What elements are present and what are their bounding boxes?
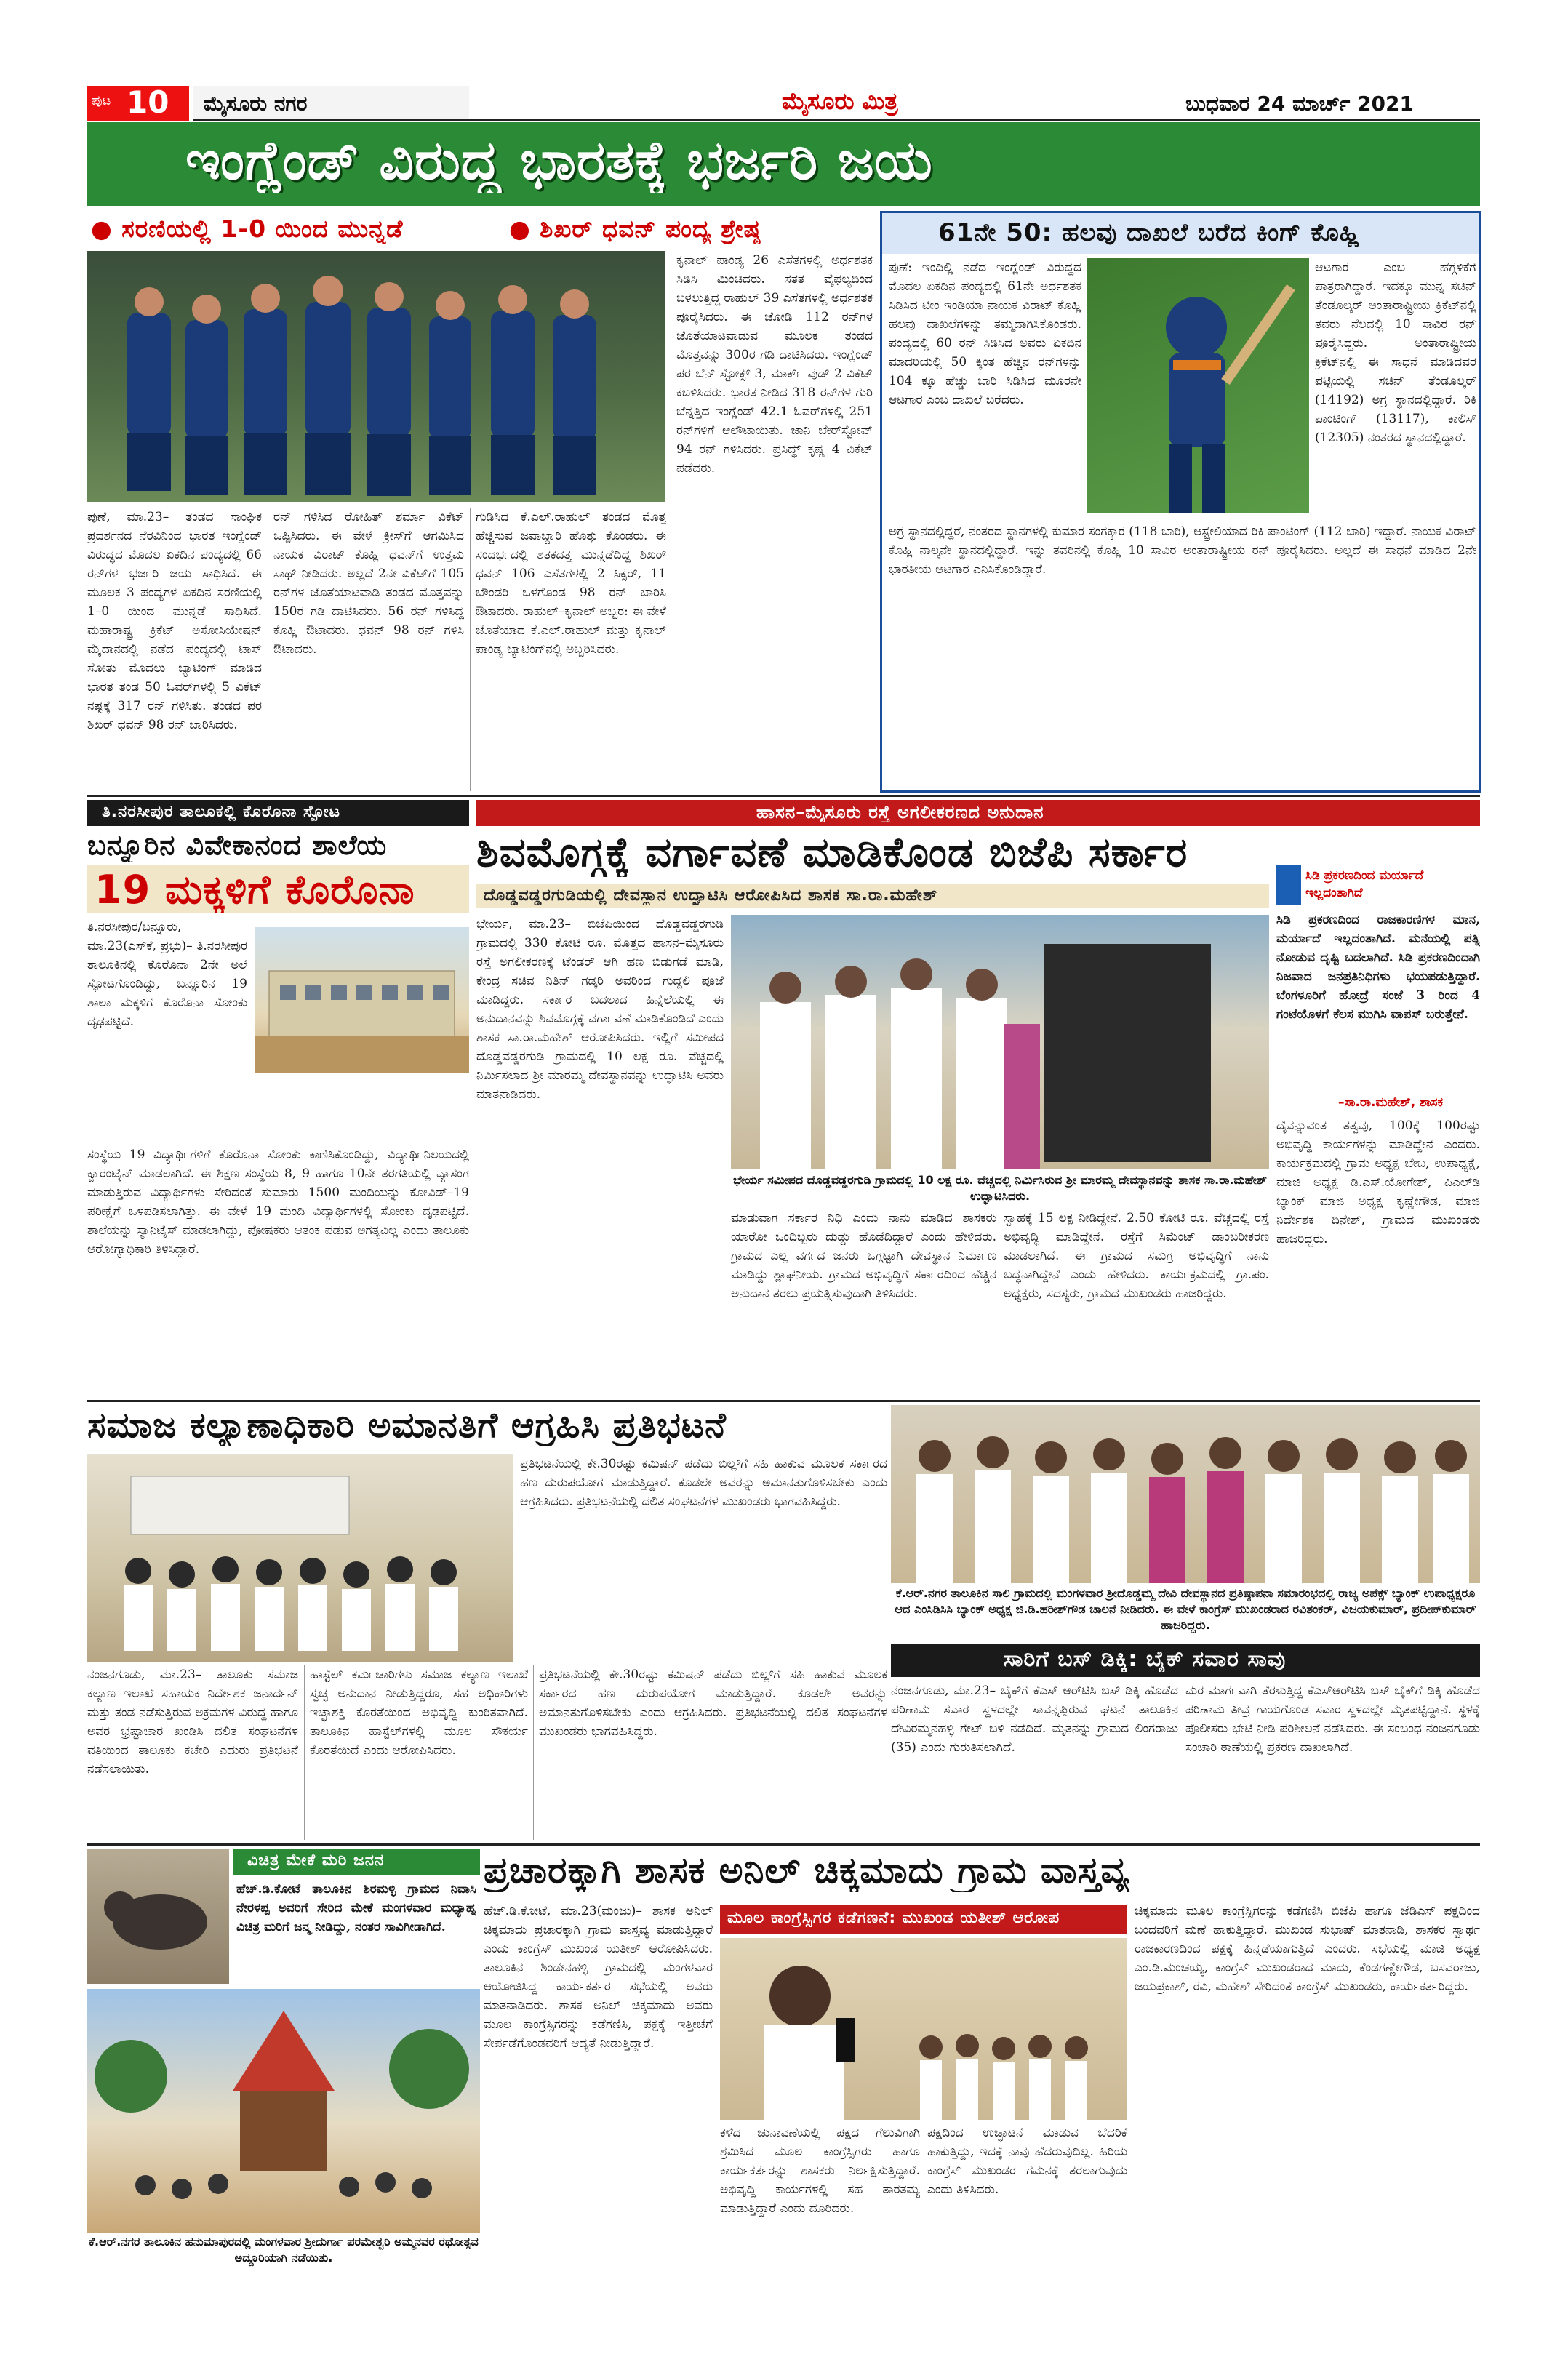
lead-col-1: ಪುಣೆ, ಮಾ.23– ತಂಡದ ಸಾಂಘಿಕ ಪ್ರದರ್ಶನದ ನೆರವಿನಿಂದ ಭಾರತ ಇಂಗ್ಲೆಂಡ್ ವಿರುದ್ಧದ ಮೊದಲ ಏಕದಿನ ಪಂದ್ಯದಲ್ಲಿ 66 ರನ್‌ಗಳ ಭರ್ಜರಿ ಜಯ ಸಾಧಿಸಿದೆ. ಈ ಮೂಲಕ 3 ಪಂದ್ಯಗಳ ಏಕದಿನ ಸರಣಿಯಲ್ಲಿ 1–0 ಯಿಂದ ಮುನ್ನಡೆ ಸಾಧಿಸಿದೆ. ಮಹಾರಾಷ್ಟ್ರ ಕ್ರಿಕೆಟ್ ಅಸೋಸಿಯೇಷನ್ ಮೈದಾನದಲ್ಲಿ ನಡೆದ ಪಂದ್ಯದಲ್ಲಿ ಟಾಸ್ ಸೋತು ಮೊದಲು ಬ್ಯಾಟಿಂಗ್ ಮಾಡಿದ ಭಾರತ ತಂಡ 50 ಓವರ್‌ಗಳಲ್ಲಿ 5 ವಿಕೆಟ್ ನಷ್ಟಕ್ಕೆ 317 ರನ್ ಗಳಿಸಿತು. ತಂಡದ ಪರ ಶಿಖರ್ ಧವನ್ 98 ರನ್ ಬಾರಿಸಿದರು.: [87, 510, 262, 732]
page-label: ಪುಟ: [92, 93, 111, 108]
dignitaries-illustration: [891, 1405, 1480, 1583]
village-col-3: ಪಕ್ಷದಿಂದ ಉಚ್ಛಾಟನೆ ಮಾಡುವ ಬೆದರಿಕೆ ಹಾಕುತ್ತಿದ್ದು, ಇದಕ್ಕೆ ನಾವು ಹೆದರುವುದಿಲ್ಲ. ಹಿರಿಯ ಕಾಂಗ್ರೆಸ್ ಮುಖಂಡರ ಗಮನಕ್ಕೆ ತರಲಾಗುವುದು ಎಂದು ತಿಳಿಸಿದರು.: [927, 2126, 1127, 2197]
protest-photo: [87, 1454, 513, 1662]
hassan-sidebar-byline: –ಸಾ.ರಾ.ಮಹೇಶ್, ಶಾಸಕ: [1338, 1095, 1444, 1110]
lead-sub-2: ● ಶಿಖರ್ ಧವನ್ ಪಂದ್ಯ ಶ್ರೇಷ್ಠ: [509, 215, 761, 243]
paper-name: ಮೈಸೂರು ಮಿತ್ರ: [782, 87, 898, 115]
cricket-team-photo: [87, 251, 665, 502]
hassan-sub: ದೊಡ್ಡವಡ್ಡರಗುಡಿಯಲ್ಲಿ ದೇವಸ್ಥಾನ ಉದ್ಘಾಟಿಸಿ ಆರೋಪಿಸಿದ ಶಾಸಕ ಸಾ.ರಾ.ಮಹೇಶ್: [484, 886, 938, 905]
corona-line-1: ಬನ್ನೂರಿನ ವಿವೇಕಾನಂದ ಶಾಲೆಯ: [87, 829, 388, 861]
goat-photo: [87, 1849, 229, 1984]
kohli-headline: 61ನೇ 50: ಹಲವು ದಾಖಲೆ ಬರೆದ ಕಿಂಗ್ ಕೊಹ್ಲಿ: [938, 218, 1361, 247]
chariot-caption: ಕೆ.ಆರ್.ನಗರ ತಾಲೂಕಿನ ಹನುಮಾಪುರದಲ್ಲಿ ಮಂಗಳವಾರ ಶ್ರೀದುರ್ಗಾ ಪರಮೇಶ್ವರಿ ಅಮ್ಮನವರ ರಥೋತ್ಸವ ಅದ್ದೂರಿಯಾಗಿ ನಡೆಯಿತು.: [89, 2235, 479, 2265]
corona-kicker: ತಿ.ನರಸೀಪುರ ತಾಲೂಕಲ್ಲಿ ಕೊರೊನಾ ಸ್ಫೋಟ: [102, 803, 341, 821]
hassan-sidebar-kicker: ಸಿಡಿ ಪ್ರಕರಣದಿಂದ ಮರ್ಯಾದೆ ಇಲ್ಲದಂತಾಗಿದೆ: [1305, 868, 1424, 900]
cricket-players-illustration: [87, 251, 665, 502]
lead-col-3: ಗುಡಿಸಿದ ಕೆ.ಎಲ್.ರಾಹುಲ್ ತಂಡದ ಮೊತ್ತ ಹೆಚ್ಚಿಸುವ ಜವಾಬ್ದಾರಿ ಹೊತ್ತು ಕೊಂಡರು. ಈ ಸಂದರ್ಭದಲ್ಲಿ ಶತಕದತ್ತ ಮುನ್ನಡೆದಿದ್ದ ಶಿಖರ್ ಧವನ್ 106 ಎಸೆತಗಳಲ್ಲಿ 2 ಸಿಕ್ಸರ್, 11 ಬೌಂಡರಿ ಒಳಗೊಂಡ 98 ರನ್ ಬಾರಿಸಿ ಔಟಾದರು. ರಾಹುಲ್–ಕೃನಾಲ್ ಅಬ್ಬರ: ಈ ವೇಳೆ ಜೊತೆಯಾದ ಕೆ.ಎಲ್.ರಾಹುಲ್ ಮತ್ತು ಕೃನಾಲ್ ಪಾಂಡ್ಯ ಬ್ಯಾಟಿಂಗ್‌ನಲ್ಲಿ ಅಬ್ಬರಿಸಿದರು.: [476, 510, 666, 657]
school-illustration: [255, 927, 469, 1073]
kohli-batting-photo: [1087, 258, 1309, 513]
chariot-illustration: [87, 1989, 480, 2233]
protest-col-4: ಪ್ರತಿಭಟನೆಯಲ್ಲಿ ಕೇ.30ರಷ್ಟು ಕಮಿಷನ್ ಪಡೆದು ಬಿಲ್ಲ್‌ಗೆ ಸಹಿ ಹಾಕುವ ಮೂಲಕ ಸರ್ಕಾರದ ಹಣ ದುರುಪಯೋಗ ಮಾಡುತ್ತಿದ್ದಾರೆ. ಕೂಡಲೇ ಅವರನ್ನು ಅಮಾನತುಗೊಳಿಸಬೇಕು ಎಂದು ಆಗ್ರಹಿಸಿದರು. ಪ್ರತಿಭಟನೆಯಲ್ಲಿ ದಲಿತ ಸಂಘಟನೆಗಳ ಮುಖಂಡರು ಭಾಗವಹಿಸಿದ್ದರು.: [539, 1668, 887, 1739]
corona-lede: ತಿ.ನರಸೀಪುರ/ಬನ್ನೂರು, ಮಾ.23(ಎಸ್‌ಕೆ, ಪ್ರಭು)– ತಿ.ನರಸೀಪುರ ತಾಲೂಕಿನಲ್ಲಿ ಕೊರೊನಾ 2ನೇ ಅಲೆ ಸ್ಫೋಟಗೊಂಡಿದ್ದು, ಬನ್ನೂರಿನ 19 ಶಾಲಾ ಮಕ್ಕಳಿಗೆ ಕೊರೊನಾ ಸೋಂಕು ದೃಢಪಟ್ಟಿದೆ.: [87, 920, 247, 1029]
hassan-col-1: ಭೇರ್ಯ, ಮಾ.23– ಬಿಜೆಪಿಯಿಂದ ದೊಡ್ಡವಡ್ಡರಗುಡಿ ಗ್ರಾಮದಲ್ಲಿ 330 ಕೋಟಿ ರೂ. ಮೊತ್ತದ ಹಾಸನ–ಮೈಸೂರು ರಸ್ತೆ ಅಗಲೀಕರಣಕ್ಕೆ ಟೆಂಡರ್ ಆಗಿ ಹಣ ಬಿಡುಗಡೆ ಮಾಡಿ, ಕೇಂದ್ರ ಸಚಿವ ನಿತಿನ್ ಗಡ್ಕರಿ ಅವರಿಂದ ಗುದ್ದಲಿ ಪೂಜೆ ಮಾಡಿದ್ದರು. ಸರ್ಕಾರ ಬದಲಾದ ಹಿನ್ನೆಲೆಯಲ್ಲಿ ಈ ಅನುದಾನವನ್ನು ಶಿವಮೊಗ್ಗಕ್ಕೆ ವರ್ಗಾವಣೆ ಮಾಡಿಕೊಂಡಿದೆ ಎಂದು ಶಾಸಕ ಸಾ.ರಾ.ಮಹೇಶ್ ಆರೋಪಿಸಿದರು. ಇಲ್ಲಿಗೆ ಸಮೀಪದ ದೊಡ್ಡವಡ್ಡರಗುಡಿ ಗ್ರಾಮದಲ್ಲಿ 10 ಲಕ್ಷ ರೂ. ವೆಚ್ಚದಲ್ಲಿ ನಿರ್ಮಿಸಲಾದ ಶ್ರೀ ಮಾರಮ್ಮ ದೇವಸ್ಥಾನವನ್ನು ಉದ್ಘಾಟಿಸಿ ಅವರು ಮಾತನಾಡಿದರು.: [476, 917, 724, 1102]
lead-headline: ಇಂಗ್ಲೆಂಡ್ ವಿರುದ್ಧ ಭಾರತಕ್ಕೆ ಭರ್ಜರಿ ಜಯ: [185, 129, 933, 192]
village-col-4: ಚಿಕ್ಕಮಾದು ಮೂಲ ಕಾಂಗ್ರೆಸ್ಸಿಗರನ್ನು ಕಡೆಗಣಿಸಿ ಬಿಜೆಪಿ ಹಾಗೂ ಜೆಡಿಎಸ್ ಪಕ್ಷದಿಂದ ಬಂದವರಿಗೆ ಮಣೆ ಹಾಕುತ್ತಿದ್ದಾರೆ. ಮುಖಂಡ ಸುಭಾಷ್ ಮಾತನಾಡಿ, ಶಾಸಕರ ಸ್ವಾರ್ಥ ರಾಜಕಾರಣದಿಂದ ಪಕ್ಷಕ್ಕೆ ಹಿನ್ನಡೆಯಾಗುತ್ತಿದೆ ಎಂದರು. ಸಭೆಯಲ್ಲಿ ಮಾಜಿ ಅಧ್ಯಕ್ಷ ಎಂ.ಡಿ.ಮಂಚಯ್ಯ, ಕಾಂಗ್ರೆಸ್ ಮುಖಂಡರಾದ ಮಾದು, ಕೆಂಡಗಣ್ಣೇಗೌಡ, ಬಸವರಾಜು, ಜಯಪ್ರಕಾಶ್, ರವಿ, ಮಹೇಶ್ ಸೇರಿದಂತೆ ಕಾಂಗ್ರೆಸ್ ಮುಖಂಡರು, ಕಾರ್ಯಕರ್ತರಿದ್ದರು.: [1135, 1904, 1480, 1994]
lead-sub-1: ● ಸರಣಿಯಲ್ಲಿ 1-0 ಯಿಂದ ಮುನ್ನಡೆ: [91, 215, 404, 243]
hassan-kicker: ಹಾಸನ–ಮೈಸೂರು ರಸ್ತೆ ಅಗಲೀಕರಣದ ಅನುದಾನ: [756, 802, 1044, 822]
corona-line-2: 19 ಮಕ್ಕಳಿಗೆ ಕೊರೊನಾ: [95, 867, 415, 913]
congress-meeting-photo: [720, 1938, 1127, 2120]
section-name: ಮೈಸೂರು ನಗರ: [204, 92, 308, 116]
protest-col-2: ಹಾಸ್ಟೆಲ್ ಕರ್ಮಚಾರಿಗಳು ಸಮಾಜ ಕಲ್ಯಾಣ ಇಲಾಖೆ ಸ್ವಚ್ಛ ಅನುದಾನ ನೀಡುತ್ತಿದ್ದರೂ, ಸಹ ಅಧಿಕಾರಿಗಳು ಇಚ್ಛಾಶಕ್ತಿ ಕೊರತೆಯಿಂದ ಅಭಿವೃದ್ಧಿ ಕುಂಠಿತವಾಗಿದೆ. ತಾಲೂಕಿನ ಹಾಸ್ಟೆಲ್‌ಗಳಲ್ಲಿ ಮೂಲ ಸೌಕರ್ಯ ಕೊರತೆಯಿದೆ ಎಂದು ಆರೋಪಿಸಿದರು.: [310, 1668, 528, 1758]
lead-col-4: ಕೃನಾಲ್ ಪಾಂಡ್ಯ 26 ಎಸೆತಗಳಲ್ಲಿ ಅರ್ಧಶತಕ ಸಿಡಿಸಿ ಮಿಂಚಿದರು. ಸತತ ವೈಫಲ್ಯದಿಂದ ಬಳಲುತ್ತಿದ್ದ ರಾಹುಲ್ 39 ಎಸೆತಗಳಲ್ಲಿ ಅರ್ಧಶತಕ ಪೂರೈಸಿದರು. ಈ ಜೋಡಿ 112 ರನ್‌ಗಳ ಜೊತೆಯಾಟವಾಡುವ ಮೂಲಕ ತಂಡದ ಮೊತ್ತವನ್ನು 300ರ ಗಡಿ ದಾಟಿಸಿದರು. ಇಂಗ್ಲೆಂಡ್ ಪರ ಬೆನ್ ಸ್ಟೋಕ್ಸ್ 3, ಮಾರ್ಕ್ ವುಡ್ 2 ವಿಕೆಟ್ ಕಬಳಿಸಿದರು. ಭಾರತ ನೀಡಿದ 318 ರನ್‌ಗಳ ಗುರಿ ಬೆನ್ನತ್ತಿದ ಇಂಗ್ಲೆಂಡ್ 42.1 ಓವರ್‌ಗಳಲ್ಲಿ 251 ರನ್‌ಗಳಿಗೆ ಆಲೌಟಾಯಿತು. ಜಾನಿ ಬೇರ್‌ಸ್ಟೋವ್ 94 ರನ್ ಗಳಿಸಿದರು. ಪ್ರಸಿದ್ಧ್ ಕೃಷ್ಣ 4 ವಿಕೆಟ್ ಪಡೆದರು.: [676, 253, 873, 476]
kohli-bottom: ಅಗ್ರ ಸ್ಥಾನದಲ್ಲಿದ್ದರೆ, ನಂತರದ ಸ್ಥಾನಗಳಲ್ಲಿ ಕುಮಾರ ಸಂಗಕ್ಕಾರ (118 ಬಾರಿ), ಆಸ್ಟ್ರೇಲಿಯಾದ ರಿಕಿ ಪಾಂಟಿಂಗ್ (112 ಬಾರಿ) ಇದ್ದಾರೆ. ನಾಯಕ ವಿರಾಟ್ ಕೊಹ್ಲಿ ನಾಲ್ಕನೇ ಸ್ಥಾನದಲ್ಲಿದ್ದಾರೆ. ಇನ್ನು ತವರಿನಲ್ಲಿ ಕೊಹ್ಲಿ 10 ಸಾವಿರ ಅಂತಾರಾಷ್ಟ್ರೀಯ ರನ್ ಪೂರೈಸಿದರು. ಅಲ್ಲದೆ ಈ ಸಾಧನೆ ಮಾಡಿದ 2ನೇ ಭಾರತೀಯ ಆಟಗಾರ ಎನಿಸಿಕೊಂಡಿದ್ದಾರೆ.: [889, 524, 1476, 577]
protest-headline: ಸಮಾಜ ಕಲ್ಯಾಣಾಧಿಕಾರಿ ಅಮಾನತಿಗೆ ಆಗ್ರಹಿಸಿ ಪ್ರತಿಭಟನೆ: [87, 1405, 727, 1446]
hassan-col-lower-2: ಸ್ವಾಹಕ್ಕೆ 15 ಲಕ್ಷ ನೀಡಿದ್ದೇನೆ. 2.50 ಕೋಟಿ ರೂ. ವೆಚ್ಚದಲ್ಲಿ ರಸ್ತೆ ಅಭಿವೃದ್ಧಿ ಮಾಡಿದ್ದೇನೆ. ರಸ್ತೆಗೆ ಸಿಮೆಂಟ್ ಡಾಂಬರೀಕರಣ ಮಾಡಲಾಗಿದೆ. ಈ ಗ್ರಾಮದ ಸಮಗ್ರ ಅಭಿವೃದ್ಧಿಗೆ ನಾನು ಬದ್ಧನಾಗಿದ್ದೇನೆ ಎಂದು ಹೇಳಿದರು. ಕಾರ್ಯಕ್ರಮದಲ್ಲಿ ಗ್ರಾ.ಪಂ. ಅಧ್ಯಕ್ಷರು, ಸದಸ್ಯರು, ಗ್ರಾಮದ ಮುಖಂಡರು ಹಾಜರಿದ್ದರು.: [1004, 1211, 1269, 1301]
village-col-2: ಕಳೆದ ಚುನಾವಣೆಯಲ್ಲಿ ಪಕ್ಷದ ಗೆಲುವಿಗಾಗಿ ಶ್ರಮಿಸಿದ ಮೂಲ ಕಾಂಗ್ರೆಸ್ಸಿಗರು ಹಾಗೂ ಕಾರ್ಯಕರ್ತರನ್ನು ಶಾಸಕರು ನಿರ್ಲಕ್ಷಿಸುತ್ತಿದ್ದಾರೆ. ಅಭಿವೃದ್ಧಿ ಕಾರ್ಯಗಳಲ್ಲಿ ಸಹ ತಾರತಮ್ಯ ಮಾಡುತ್ತಿದ್ದಾರೆ ಎಂದು ದೂರಿದರು.: [720, 2126, 920, 2216]
rule: [470, 508, 471, 791]
crowd-illustration: [731, 915, 1269, 1169]
bike-col-1: ನಂಜನಗೂಡು, ಮಾ.23– ಬೈಕ್‌ಗೆ ಕೆಎಸ್ ಆರ್‌ಟಿಸಿ ಬಸ್ ಡಿಕ್ಕಿ ಹೊಡೆದ ಪರಿಣಾಮ ಸವಾರ ಸ್ಥಳದಲ್ಲೇ ಸಾವನ್ನಪ್ಪಿರುವ ಘಟನೆ ತಾಲೂಕಿನ ದೇವಿರಮ್ಮನಹಳ್ಳಿ ಗೇಟ್ ಬಳಿ ನಡೆದಿದೆ. ಮೃತನನ್ನು ಗ್ರಾಮದ ಲಿಂಗರಾಜು (35) ಎಂದು ಗುರುತಿಸಲಾಗಿದೆ.: [891, 1684, 1178, 1755]
sali-temple-photo: [891, 1405, 1480, 1583]
section-rule: [87, 1400, 1480, 1402]
village-col-1: ಹೆಚ್.ಡಿ.ಕೋಟೆ, ಮಾ.23(ಮಂಜು)– ಶಾಸಕ ಅನಿಲ್ ಚಿಕ್ಕಮಾದು ಪ್ರಚಾರಕ್ಕಾಗಿ ಗ್ರಾಮ ವಾಸ್ತವ್ಯ ಮಾಡುತ್ತಿದ್ದಾರೆ ಎಂದು ಕಾಂಗ್ರೆಸ್ ಮುಖಂಡ ಯತೀಶ್ ಆರೋಪಿಸಿದರು. ತಾಲೂಕಿನ ಶಿಂಡೇನಹಳ್ಳಿ ಗ್ರಾಮದಲ್ಲಿ ಮಂಗಳವಾರ ಆಯೋಜಿಸಿದ್ದ ಕಾರ್ಯಕರ್ತರ ಸಭೆಯಲ್ಲಿ ಅವರು ಮಾತನಾಡಿದರು. ಶಾಸಕ ಅನಿಲ್ ಚಿಕ್ಕಮಾದು ಅವರು ಮೂಲ ಕಾಂಗ್ರೆಸ್ಸಿಗರನ್ನು ಕಡೆಗಣಿಸಿ, ಪಕ್ಷಕ್ಕೆ ಇತ್ತೀಚೆಗೆ ಸೇರ್ಪಡೆಗೊಂಡವರಿಗೆ ಆದ್ಯತೆ ನೀಡುತ್ತಿದ್ದಾರೆ.: [484, 1904, 713, 2051]
sali-temple-caption: ಕೆ.ಆರ್.ನಗರ ತಾಲೂಕಿನ ಸಾಲಿ ಗ್ರಾಮದಲ್ಲಿ ಮಂಗಳವಾರ ಶ್ರೀದೊಡ್ಡಮ್ಮ ದೇವಿ ದೇವಸ್ಥಾನದ ಪ್ರತಿಷ್ಠಾಪನಾ ಸಮಾರಂಭದಲ್ಲಿ ರಾಜ್ಯ ಅಪೆಕ್ಸ್ ಬ್ಯಾಂಕ್ ಉಪಾಧ್ಯಕ್ಷರೂ ಆದ ಎಂಸಿಡಿಸಿಸಿ ಬ್ಯಾಂಕ್ ಅಧ್ಯಕ್ಷ ಜಿ.ಡಿ.ಹರೀಶ್‌ಗೌಡ ಚಾಲನೆ ನೀಡಿದರು. ಈ ವೇಳೆ ಕಾಂಗ್ರೆಸ್ ಮುಖಂಡರಾದ ರವಿಶಂಕರ್, ವಿಜಯಕುಮಾರ್, ಪ್ರದೀಪ್‌ಕುಮಾರ್ ಹಾಜರಿದ್ದರು.: [895, 1586, 1476, 1632]
goat-illustration: [87, 1849, 229, 1984]
section-rule: [87, 795, 1480, 797]
protest-col-3: ಪ್ರತಿಭಟನೆಯಲ್ಲಿ ಕೇ.30ರಷ್ಟು ಕಮಿಷನ್ ಪಡೆದು ಬಿಲ್ಲ್‌ಗೆ ಸಹಿ ಹಾಕುವ ಮೂಲಕ ಸರ್ಕಾರದ ಹಣ ದುರುಪಯೋಗ ಮಾಡುತ್ತಿದ್ದಾರೆ. ಕೂಡಲೇ ಅವರನ್ನು ಅಮಾನತುಗೊಳಿಸಬೇಕು ಎಂದು ಆಗ್ರಹಿಸಿದರು. ಪ್ರತಿಭಟನೆಯಲ್ಲಿ ದಲಿತ ಸಂಘಟನೆಗಳ ಮುಖಂಡರು ಭಾಗವಹಿಸಿದ್ದರು.: [520, 1457, 887, 1509]
goat-kicker: ವಿಚಿತ್ರ ಮೇಕೆ ಮರಿ ಜನನ: [247, 1851, 385, 1870]
goat-text: ಹೆಚ್.ಡಿ.ಕೋಟೆ ತಾಲೂಕಿನ ಶಿರಮಳ್ಳಿ ಗ್ರಾಮದ ನಿವಾಸಿ ನೇರಳಪ್ಪ ಅವರಿಗೆ ಸೇರಿದ ಮೇಕೆ ಮಂಗಳವಾರ ಮಧ್ಯಾಹ್ನ ವಿಚಿತ್ರ ಮರಿಗೆ ಜನ್ಮ ನೀಡಿದ್ದು, ನಂತರ ಸಾವಿಗೀಡಾಗಿದೆ.: [236, 1882, 476, 1934]
school-building-photo: [255, 927, 469, 1073]
section-rule: [87, 1843, 1480, 1846]
speaker-illustration: [720, 1938, 1127, 2120]
masthead-rule: [469, 119, 1480, 121]
page-no: 10: [127, 84, 169, 120]
temple-inauguration-photo: [731, 915, 1269, 1169]
hassan-col-lower-1: ಮಾಡುವಾಗ ಸರ್ಕಾರ ನಿಧಿ ಎಂದು ನಾನು ಮಾಡಿದ ಶಾಸಕರು ಯಾರೋ ಒಂದಿಬ್ಬರು ದುಡ್ಡು ಹೊಡೆದಿದ್ದಾರೆ ಎಂದು ಹೇಳಿದರು. ಗ್ರಾಮದ ಎಲ್ಲ ವರ್ಗದ ಜನರು ಒಗ್ಗಟ್ಟಾಗಿ ದೇವಸ್ಥಾನ ನಿರ್ಮಾಣ ಮಾಡಿದ್ದು ಶ್ಲಾಘನೀಯ. ಗ್ರಾಮದ ಅಭಿವೃದ್ಧಿಗೆ ಸರ್ಕಾರದಿಂದ ಹೆಚ್ಚಿನ ಅನುದಾನ ತರಲು ಪ್ರಯತ್ನಿಸುವುದಾಗಿ ತಿಳಿಸಿದರು.: [731, 1211, 996, 1301]
rule: [304, 1665, 305, 1840]
temple-photo-caption: ಭೇರ್ಯ ಸಮೀಪದ ದೊಡ್ಡವಡ್ಡರಗುಡಿ ಗ್ರಾಮದಲ್ಲಿ 10 ಲಕ್ಷ ರೂ. ವೆಚ್ಚದಲ್ಲಿ ನಿರ್ಮಿಸಿರುವ ಶ್ರೀ ಮಾರಮ್ಮ ದೇವಸ್ಥಾನವನ್ನು ಶಾಸಕ ಸಾ.ರಾ.ಮಹೇಶ್ ಉದ್ಘಾಟಿಸಿದರು.: [733, 1173, 1267, 1203]
hassan-sidebar-quote: ಸಿಡಿ ಪ್ರಕರಣದಿಂದ ರಾಜಕಾರಣಿಗಳ ಮಾನ, ಮರ್ಯಾದೆ ಇಲ್ಲದಂತಾಗಿದೆ. ಮನೆಯಲ್ಲಿ ಪತ್ನಿ ನೋಡುವ ದೃಷ್ಟಿ ಬದಲಾಗಿದೆ. ಸಿಡಿ ಪ್ರಕರಣದಿಂದಾಗಿ ನಿಜವಾದ ಜನಪ್ರತಿನಿಧಿಗಳು ಭಯಪಡುತ್ತಿದ್ದಾರೆ. ಬೆಂಗಳೂರಿಗೆ ಹೋದ್ರೆ ಸಂಜೆ 3 ರಿಂದ 4 ಗಂಟೆಯೊಳಗೆ ಕೆಲಸ ಮುಗಿಸಿ ವಾಪಸ್ ಬರುತ್ತೇನೆ.: [1276, 913, 1480, 1022]
hassan-sidebar-body: ದೈವನ್ನುವಂತ ತತ್ವವು, 100ಕ್ಕೆ 100ರಷ್ಟು ಅಭಿವೃದ್ಧಿ ಕಾರ್ಯಗಳನ್ನು ಮಾಡಿದ್ದೇನೆ ಎಂದರು. ಕಾರ್ಯಕ್ರಮದಲ್ಲಿ ಗ್ರಾಮ ಅಧ್ಯಕ್ಷ ಬೇಬ, ಉಪಾಧ್ಯಕ್ಷೆ, ಮಾಜಿ ಅಧ್ಯಕ್ಷ ಡಿ.ಎಸ್.ಯೋಗೇಶ್, ಪಿಎಲ್‌ಡಿ ಬ್ಯಾಂಕ್ ಮಾಜಿ ಅಧ್ಯಕ್ಷ ಕೃಷ್ಣೇಗೌಡ, ಮಾಜಿ ನಿರ್ದೇಶಕ ದಿನೇಶ್, ಗ್ರಾಮದ ಮುಖಂಡರು ಹಾಜರಿದ್ದರು.: [1276, 1118, 1480, 1246]
corona-body: ಸಂಸ್ಥೆಯ 19 ವಿದ್ಯಾರ್ಥಿಗಳಿಗೆ ಕೊರೊನಾ ಸೋಂಕು ಕಾಣಿಸಿಕೊಂಡಿದ್ದು, ವಿದ್ಯಾರ್ಥಿನಿಲಯದಲ್ಲಿ ಕ್ವಾರಂಟೈನ್ ಮಾಡಲಾಗಿದೆ. ಈ ಶಿಕ್ಷಣ ಸಂಸ್ಥೆಯ 8, 9 ಹಾಗೂ 10ನೇ ತರಗತಿಯಲ್ಲಿ ವ್ಯಾಸಂಗ ಮಾಡುತ್ತಿರುವ ವಿದ್ಯಾರ್ಥಿಗಳು ಸೇರಿದಂತೆ ಸುಮಾರು 1500 ಮಂದಿಯನ್ನು ಕೋವಿಡ್–19 ಪರೀಕ್ಷೆಗೆ ಒಳಪಡಿಸಲಾಗಿತ್ತು. ಈ ವೇಳೆ 19 ಮಂದಿ ವಿದ್ಯಾರ್ಥಿಗಳಲ್ಲಿ ಸೋಂಕು ದೃಢಪಟ್ಟಿದೆ. ಶಾಲೆಯನ್ನು ಸ್ಯಾನಿಟೈಸ್ ಮಾಡಲಾಗಿದ್ದು, ಪೋಷಕರು ಆತಂಕ ಪಡುವ ಅಗತ್ಯವಿಲ್ಲ ಎಂದು ತಾಲೂಕು ಆರೋಗ್ಯಾಧಿಕಾರಿ ತಿಳಿಸಿದ್ದಾರೆ.: [87, 1148, 469, 1257]
rule: [533, 1665, 534, 1840]
bike-headline: ಸಾರಿಗೆ ಬಸ್ ಡಿಕ್ಕಿ: ಬೈಕ್ ಸವಾರ ಸಾವು: [1004, 1646, 1287, 1672]
village-sub: ಮೂಲ ಕಾಂಗ್ರೆಸ್ಸಿಗರ ಕಡೆಗಣನೆ: ಮುಖಂಡ ಯತೀಶ್ ಆರೋಪ: [727, 1909, 1060, 1927]
issue-date: ಬುಧವಾರ 24 ಮಾರ್ಚ್ 2021: [1185, 92, 1414, 116]
lead-col-2: ರನ್ ಗಳಿಸಿದ ರೋಹಿತ್ ಶರ್ಮಾ ವಿಕೆಟ್ ಒಪ್ಪಿಸಿದರು. ಈ ವೇಳೆ ಕ್ರೀಸ್‌ಗೆ ಆಗಮಿಸಿದ ನಾಯಕ ವಿರಾಟ್ ಕೊಹ್ಲಿ ಧವನ್‌ಗೆ ಉತ್ತಮ ಸಾಥ್ ನೀಡಿದರು. ಅಲ್ಲದೆ 2ನೇ ವಿಕೆಟ್‌ಗೆ 105 ರನ್‌ಗಳ ಜೊತೆಯಾಟವಾಡಿ ತಂಡದ ಮೊತ್ತವನ್ನು 150ರ ಗಡಿ ದಾಟಿಸಿದರು. 56 ರನ್ ಗಳಿಸಿದ್ದ ಕೊಹ್ಲಿ ಔಟಾದರು. ಧವನ್ 98 ರನ್ ಗಳಿಸಿ ಔಟಾದರು.: [273, 510, 464, 657]
chariot-festival-photo: [87, 1989, 480, 2233]
bike-col-2: ಮರ ಮಾರ್ಗವಾಗಿ ತೆರಳುತ್ತಿದ್ದ ಕೆಎಸ್ಆರ್‌ಟಿಸಿ ಬಸ್ ಬೈಕ್‌ಗೆ ಡಿಕ್ಕಿ ಹೊಡೆದ ಪರಿಣಾಮ ತೀವ್ರ ಗಾಯಗೊಂಡ ಸವಾರ ಸ್ಥಳದಲ್ಲೇ ಮೃತಪಟ್ಟಿದ್ದಾನೆ. ಸ್ಥಳಕ್ಕೆ ಪೊಲೀಸರು ಭೇಟಿ ನೀಡಿ ಪರಿಶೀಲನೆ ನಡೆಸಿದರು. ಈ ಸಂಬಂಧ ನಂಜನಗೂಡು ಸಂಚಾರಿ ಠಾಣೆಯಲ್ಲಿ ಪ್ರಕರಣ ದಾಖಲಾಗಿದೆ.: [1185, 1684, 1480, 1755]
village-headline: ಪ್ರಚಾರಕ್ಕಾಗಿ ಶಾಸಕ ಅನಿಲ್ ಚಿಕ್ಕಮಾದು ಗ್ರಾಮ ವಾಸ್ತವ್ಯ: [484, 1849, 1130, 1891]
batsman-illustration: [1087, 258, 1309, 513]
masthead: [0, 0, 1568, 120]
protest-col-1: ನಂಜನಗೂಡು, ಮಾ.23– ತಾಲೂಕು ಸಮಾಜ ಕಲ್ಯಾಣ ಇಲಾಖೆ ಸಹಾಯಕ ನಿರ್ದೇಶಕ ಜನಾರ್ದನ್ ಮತ್ತು ತಂಡ ನಡೆಸುತ್ತಿರುವ ಅಕ್ರಮಗಳ ವಿರುದ್ಧ ಹಾಗೂ ಅವರ ಭ್ರಷ್ಟಾಚಾರ ಖಂಡಿಸಿ ದಲಿತ ಸಂಘಟನೆಗಳ ವತಿಯಿಂದ ತಾಲೂಕು ಕಚೇರಿ ಎದುರು ಪ್ರತಿಭಟನೆ ನಡೆಸಲಾಯಿತು.: [87, 1668, 298, 1777]
hassan-headline: ಶಿವಮೊಗ್ಗಕ್ಕೆ ವರ್ಗಾವಣೆ ಮಾಡಿಕೊಂಡ ಬಿಜೆಪಿ ಸರ್ಕಾರ: [476, 829, 1188, 876]
protest-crowd-illustration: [87, 1454, 513, 1662]
kohli-col-1: ಪುಣೆ: ಇಂದಿಲ್ಲಿ ನಡೆದ ಇಂಗ್ಲೆಂಡ್ ವಿರುದ್ಧದ ಮೊದಲ ಏಕದಿನ ಪಂದ್ಯದಲ್ಲಿ 61ನೇ ಅರ್ಧಶತಕ ಸಿಡಿಸಿದ ಟೀಂ ಇಂಡಿಯಾ ನಾಯಕ ವಿರಾಟ್ ಕೊಹ್ಲಿ ಹಲವು ದಾಖಲೆಗಳನ್ನು ತಮ್ಮದಾಗಿಸಿಕೊಂಡರು. ಪಂದ್ಯದಲ್ಲಿ 60 ರನ್ ಸಿಡಿಸಿದ ಅವರು ಏಕದಿನ ಮಾದರಿಯಲ್ಲಿ 50 ಕ್ಕಿಂತ ಹೆಚ್ಚಿನ ರನ್‌ಗಳನ್ನು 104 ಕ್ಕೂ ಹೆಚ್ಚು ಬಾರಿ ಸಿಡಿಸಿದ ಮೂರನೇ ಆಟಗಾರ ಎಂಬ ದಾಖಲೆ ಬರೆದರು.: [889, 260, 1081, 407]
kohli-col-2: ಆಟಗಾರ ಎಂಬ ಹೆಗ್ಗಳಿಕೆಗೆ ಪಾತ್ರರಾಗಿದ್ದಾರೆ. ಇದಕ್ಕೂ ಮುನ್ನ ಸಚಿನ್ ತೆಂಡೂಲ್ಕರ್ ಅಂತಾರಾಷ್ಟ್ರೀಯ ಕ್ರಿಕೆಟ್‌ನಲ್ಲಿ ತವರು ನೆಲದಲ್ಲಿ 10 ಸಾವಿರ ರನ್ ಪೂರೈಸಿದ್ದರು. ಅಂತಾರಾಷ್ಟ್ರೀಯ ಕ್ರಿಕೆಟ್‌ನಲ್ಲಿ ಈ ಸಾಧನೆ ಮಾಡಿದವರ ಪಟ್ಟಿಯಲ್ಲಿ ಸಚಿನ್ ತೆಂಡೂಲ್ಕರ್ (14192) ಅಗ್ರ ಸ್ಥಾನದಲ್ಲಿದ್ದಾರೆ. ರಿಕಿ ಪಾಂಟಿಂಗ್ (13117), ಕಾಲಿಸ್ (12305) ನಂತರದ ಸ್ಥಾನದಲ್ಲಿದ್ದಾರೆ.: [1315, 260, 1476, 445]
